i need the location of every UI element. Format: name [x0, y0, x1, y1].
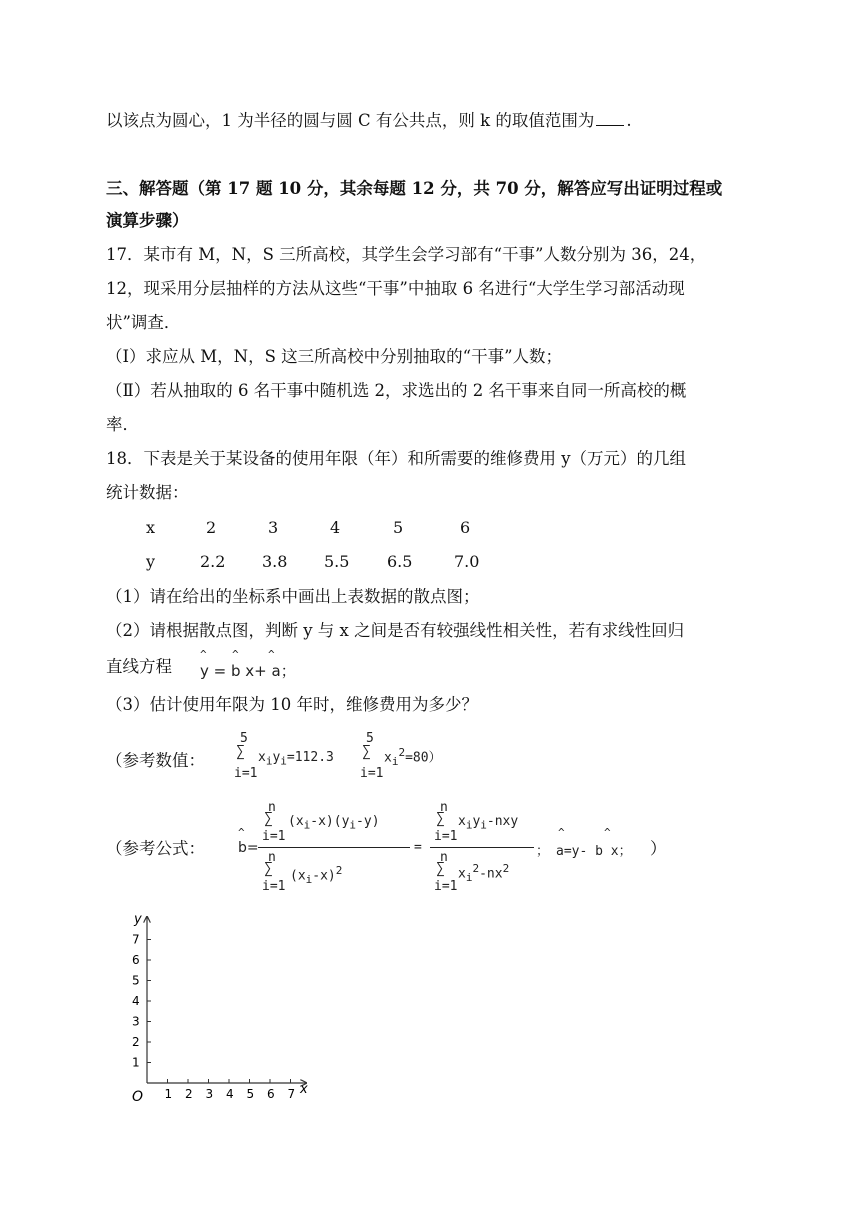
period: .: [626, 111, 632, 130]
hat-b-formula: ^: [238, 826, 245, 839]
hat-a-formula: ^: [558, 826, 565, 839]
sigma-icon: ∑: [264, 809, 274, 827]
q17-line-2: 12，现采用分层抽样的方法从这些“干事”中抽取 6 名进行“大学生学习部活动现: [106, 279, 685, 298]
section-title: 三、解答题（第 17 题 10 分，其余每题 12 分，共 70 分，解答应写出证明过程或: [106, 179, 723, 198]
y-tick-label: 1: [132, 1055, 140, 1070]
origin-label: O: [132, 1089, 144, 1105]
table-cell: 5.5: [324, 552, 350, 571]
sum-top: 5: [366, 731, 374, 746]
ref-formula-end: ）: [650, 839, 667, 858]
sigma-icon: ∑: [264, 859, 274, 877]
fraction-bar: [258, 847, 410, 848]
b-hat: b=: [238, 840, 259, 856]
sigma-icon: ∑: [436, 809, 446, 827]
hat-b: ^: [232, 648, 239, 661]
hat-b-formula: ^: [604, 826, 611, 839]
q18-part-2-text: 直线方程: [106, 657, 172, 676]
numerator-1: $(x_i-x)(y_i-y)$: [288, 814, 380, 832]
q18-part-2-1: （2）请根据散点图，判断 y 与 x 之间是否有较强线性相关性，若有求线性回归: [106, 621, 685, 640]
sum-top: n: [268, 800, 276, 815]
q18-part-3: （3）估计使用年限为 10 年时，维修费用为多少？: [106, 695, 478, 714]
sum-top: 5: [240, 731, 248, 746]
table-cell: 7.0: [454, 552, 480, 571]
sum-bottom: i=1: [360, 766, 384, 781]
x-tick-label: 1: [164, 1087, 173, 1101]
ref-values-expr-2: $x_i^2=80$）: [384, 746, 442, 768]
regression-equation-text: y = b x+ a: [200, 662, 281, 680]
x-tick-label: 5: [246, 1087, 255, 1101]
sigma-icon: ∑: [362, 742, 372, 760]
sum-bottom: i=1: [262, 829, 286, 844]
x-tick-label: 4: [226, 1087, 234, 1101]
fill-in-question-tail: [106, 110, 632, 132]
table-cell: 5: [393, 518, 404, 537]
table-cell: 2: [206, 518, 217, 537]
table-row-label-y: y: [146, 552, 156, 571]
x-tick-label: 2: [185, 1087, 193, 1101]
q18-part-1: （1）请在给出的坐标系中画出上表数据的散点图；: [106, 587, 480, 606]
y-tick-label: 2: [132, 1035, 140, 1049]
sigma-icon: ∑: [236, 742, 246, 760]
table-cell: 3: [268, 518, 279, 537]
q18-part-2-2: [106, 656, 172, 678]
x-axis-label: x: [300, 1082, 308, 1097]
y-tick-label: 4: [132, 994, 140, 1008]
sum-top: n: [440, 800, 448, 815]
numerator-2: $x_iy_i$-nxy: [458, 814, 519, 832]
denominator-2: $x_i^2-nx^2$: [458, 862, 510, 884]
q17-line-3: 状”调查．: [106, 313, 181, 332]
y-tick-label: 3: [132, 1014, 140, 1029]
table-cell: 4: [330, 518, 341, 537]
q17-line-1: 17．某市有 M，N，S 三所高校，其学生会学习部有“干事”人数分别为 36，24，: [106, 245, 707, 264]
denominator-1: $(x_i-x)^2$: [290, 864, 343, 886]
q17-part-ii-2: 率．: [106, 415, 139, 434]
regression-equation: [200, 660, 296, 681]
hat-y: ^: [200, 648, 207, 661]
y-tick-label: 7: [132, 932, 140, 947]
table-cell: 3.8: [262, 552, 288, 571]
table-cell: 6.5: [387, 552, 413, 571]
q18-line-1: 18．下表是关于某设备的使用年限（年）和所需要的维修费用 y（万元）的几组: [106, 449, 687, 468]
question-text: 以该点为圆心，1 为半径的圆与圆 C 有公共点，则 k 的取值范围为: [106, 111, 595, 130]
y-tick-label: 6: [132, 953, 140, 967]
table-cell: 6: [460, 518, 471, 537]
semicolon: ；: [280, 662, 296, 680]
q17-part-i: （Ⅰ）求应从 M，N，S 这三所高校中分别抽取的“干事”人数；: [106, 347, 563, 366]
fraction-bar: [430, 847, 534, 848]
ref-values-expr-1: $x_iy_i=112.3$: [258, 750, 334, 768]
sum-bottom: i=1: [434, 879, 458, 894]
q18-line-2: 统计数据：: [106, 483, 189, 502]
y-axis-label: y: [134, 912, 142, 927]
separator: ；: [536, 844, 550, 859]
x-tick-label: 3: [205, 1087, 214, 1101]
x-tick-label: 6: [267, 1087, 275, 1101]
sum-bottom: i=1: [434, 829, 458, 844]
ref-formula-label: （参考公式：: [106, 839, 205, 858]
coordinate-system: [120, 905, 320, 1105]
x-tick-label: 7: [287, 1087, 296, 1101]
answer-blank[interactable]: [596, 111, 624, 126]
sum-top: n: [268, 850, 276, 865]
section-title-cont: 演算步骤）: [106, 211, 189, 230]
table-row-label-x: x: [146, 518, 156, 537]
equals: =: [414, 840, 422, 855]
sigma-icon: ∑: [436, 859, 446, 877]
sum-bottom: i=1: [234, 766, 258, 781]
q17-part-ii-1: （Ⅱ）若从抽取的 6 名干事中随机选 2，求选出的 2 名干事来自同一所高校的概: [106, 381, 687, 400]
sum-top: n: [440, 850, 448, 865]
ref-values-label: （参考数值：: [106, 751, 205, 770]
sum-bottom: i=1: [262, 879, 286, 894]
a-hat-formula: a=y- b x；: [556, 844, 632, 859]
hat-a: ^: [268, 648, 275, 661]
table-cell: 2.2: [200, 552, 226, 571]
y-tick-label: 5: [132, 973, 140, 988]
